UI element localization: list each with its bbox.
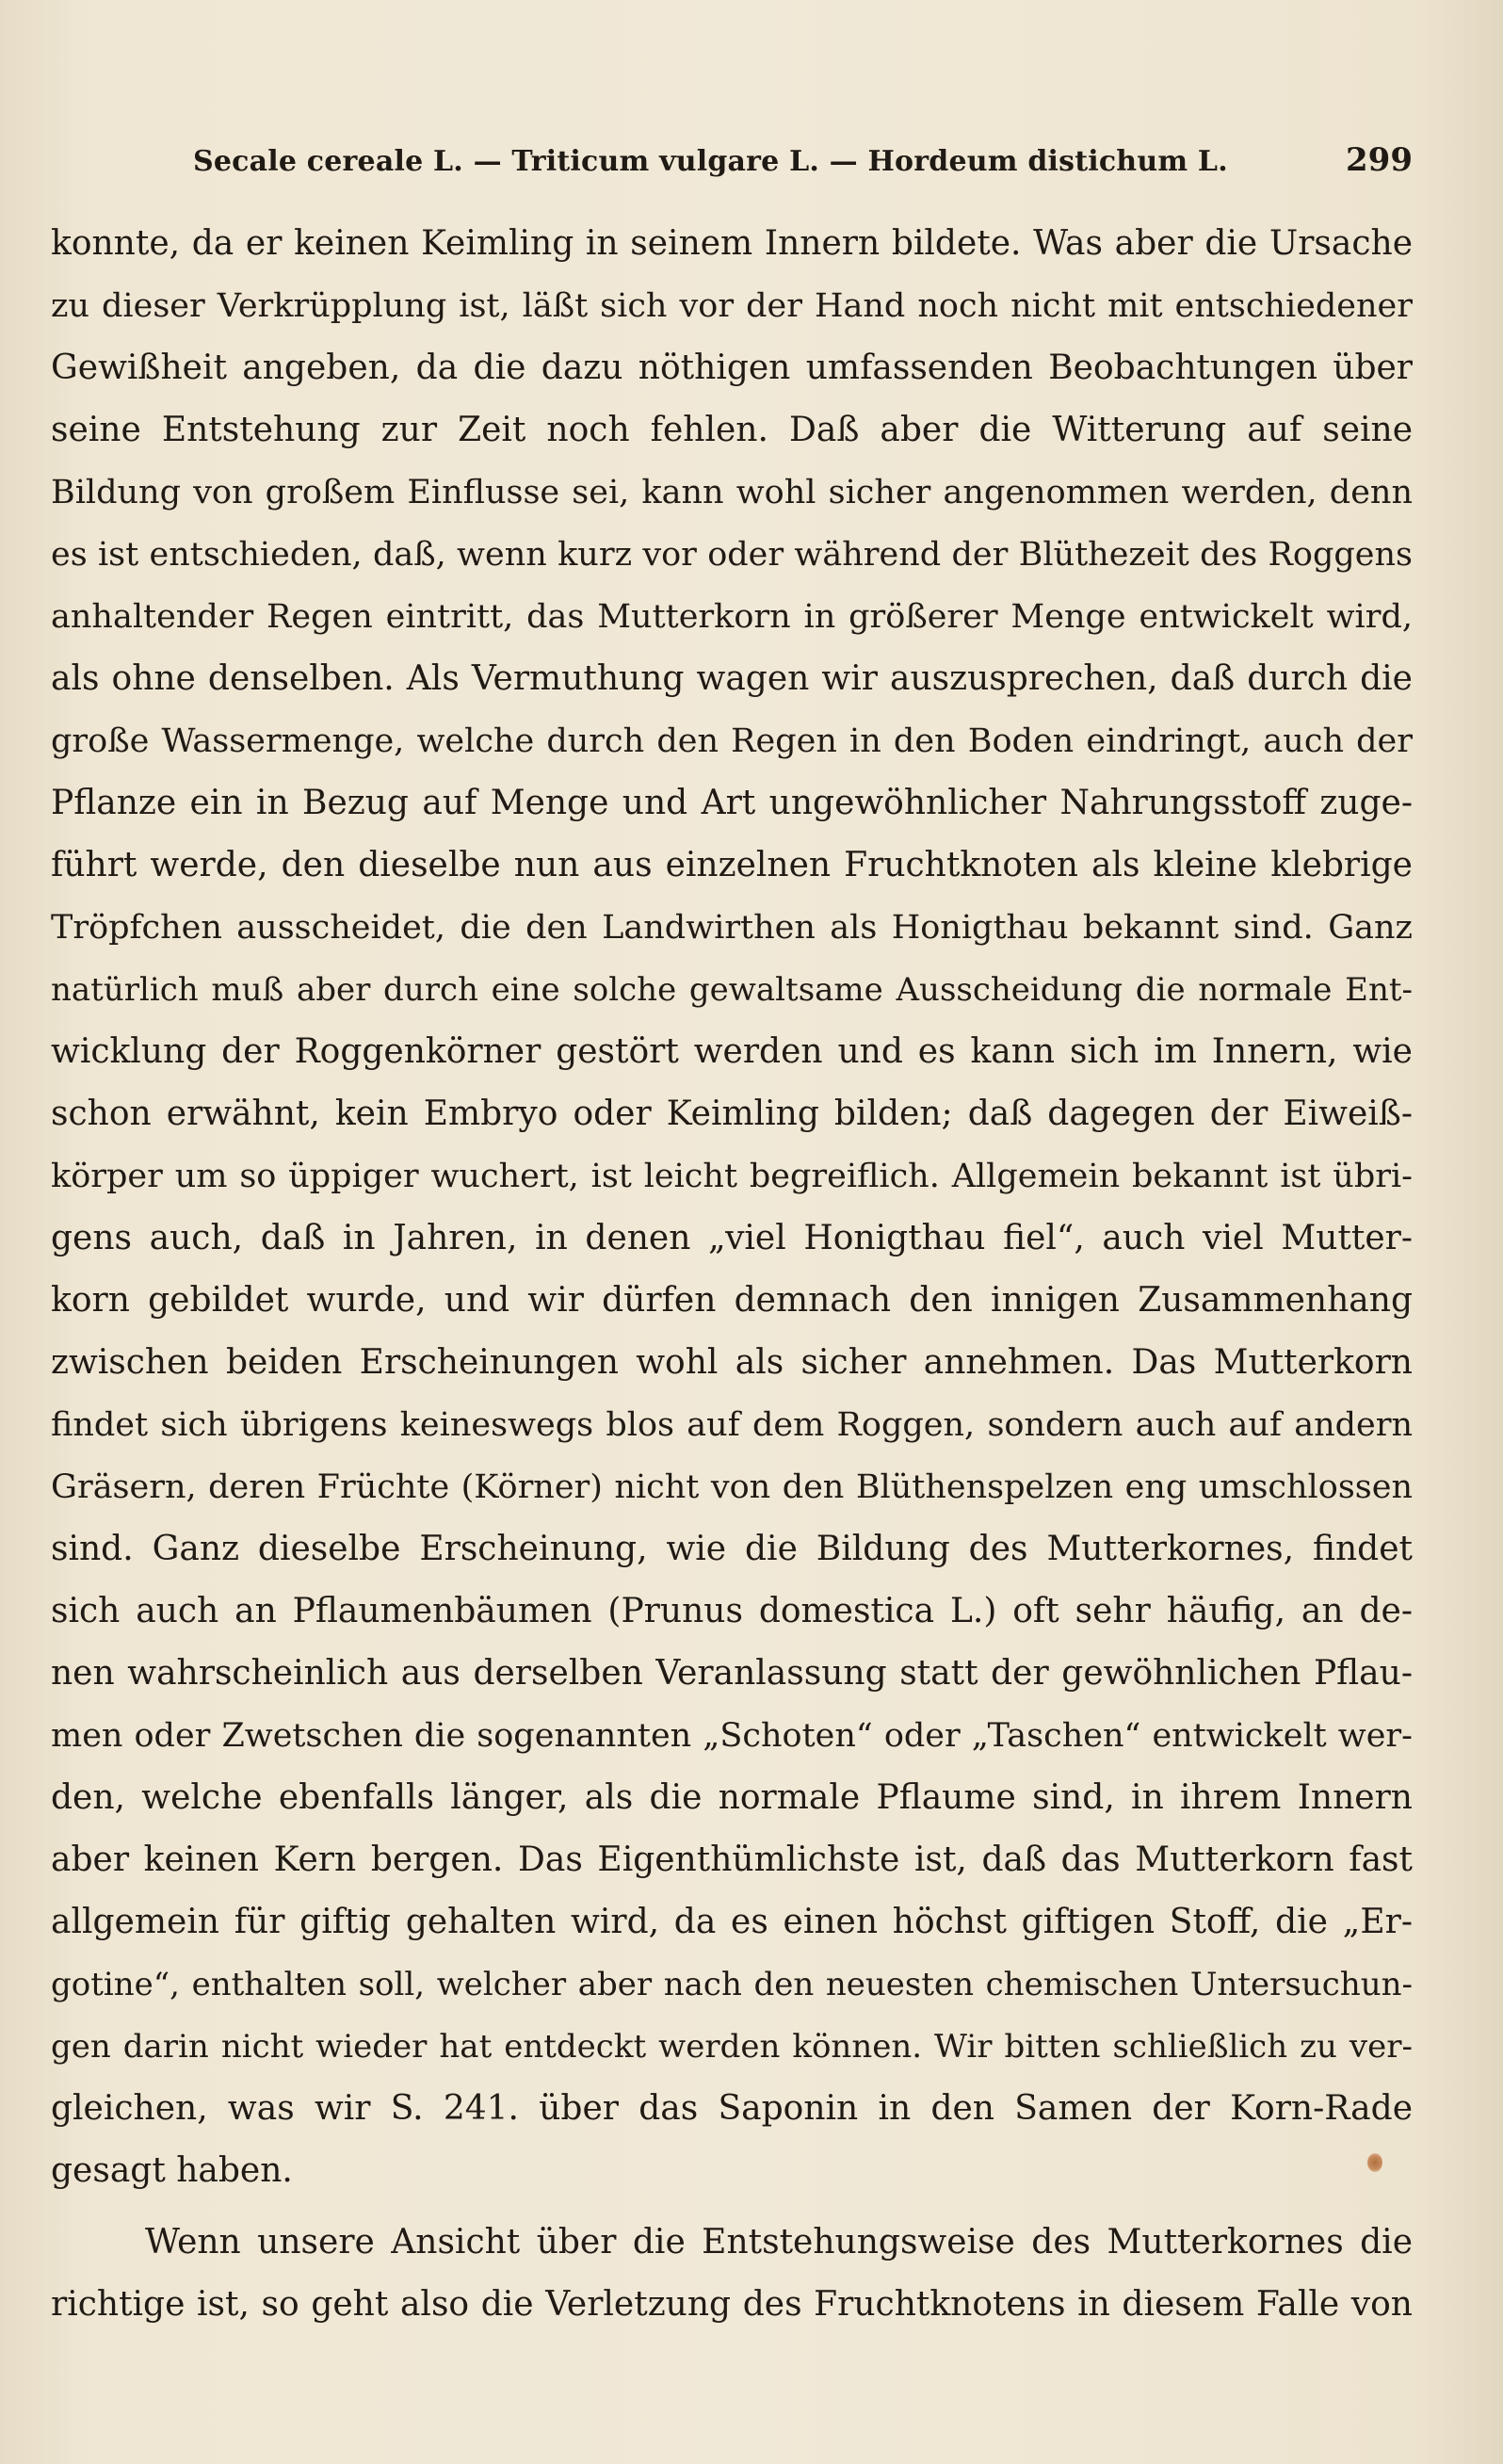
text-line: gleichen, was wir S. 241. über das Saponin in den Samen der Korn-Rade [51,2089,1413,2128]
text-line: Gewißheit angeben, da die dazu nöthigen umfassenden Beobachtungen über [51,349,1413,387]
paper-stain [1367,2153,1382,2172]
running-head [193,141,1413,188]
text-line: schon erwähnt, kein Embryo oder Keimling bilden; daß dagegen der Eiweiß- [51,1094,1413,1133]
text-line: konnte, da er keinen Keimling in seinem Innern bildete. Was aber die Ursache [51,224,1413,263]
paragraph-2 [51,2212,1413,2336]
text-line: gen darin nicht wieder hat entdeckt werden können. Wir bitten schließlich zu ver- [51,2028,1413,2066]
text-line: allgemein für giftig gehalten wird, da es einen höchst giftigen Stoff, die „Er- [51,1903,1413,1941]
text-line: sich auch an Pflaumenbäumen (Prunus domestica L.) oft sehr häufig, an de- [51,1592,1413,1630]
text-line: zu dieser Verkrüpplung ist, läßt sich vor der Hand noch nicht mit entschiedener [51,287,1413,325]
text-line: Bildung von großem Einflusse sei, kann wohl sicher angenommen werden, denn [51,474,1413,511]
text-line: natürlich muß aber durch eine solche gewaltsame Ausscheidung die normale Ent- [51,971,1413,1009]
text-line: nen wahrscheinlich aus derselben Veranlassung statt der gewöhnlichen Pflau- [51,1654,1413,1693]
text-line: gesagt haben. [51,2151,293,2190]
text-line: Tröpfchen ausscheidet, die den Landwirthen als Honigthau bekannt sind. Ganz [51,909,1413,947]
running-title: Secale cereale L. — Triticum vulgare L. — Hordeum distichum L. [193,145,1228,178]
paragraph-gap [51,2202,1413,2212]
text-line: sind. Ganz dieselbe Erscheinung, wie die Bildung des Mutterkornes, findet [51,1530,1413,1568]
text-line: gens auch, daß in Jahren, in denen „viel Honigthau fiel“, auch viel Mutter- [51,1219,1413,1257]
text-line: korn gebildet wurde, und wir dürfen demnach den innigen Zusammenhang [51,1281,1413,1320]
text-line: Wenn unsere Ansicht über die Entstehungsweise des Mutterkornes die [145,2223,1413,2261]
text-line: als ohne denselben. Als Vermuthung wagen wir auszusprechen, daß durch die [51,659,1413,698]
text-line: körper um so üppiger wuchert, ist leicht begreiflich. Allgemein bekannt ist übri- [51,1158,1413,1195]
text-line: Pflanze ein in Bezug auf Menge und Art ungewöhnlicher Nahrungsstoff zuge- [51,784,1413,822]
text-line: Gräsern, deren Früchte (Körner) nicht von den Blüthenspelzen eng umschlossen [51,1468,1413,1506]
text-line: findet sich übrigens keineswegs blos auf dem Roggen, sondern auch auf andern [51,1406,1413,1444]
text-line: anhaltender Regen eintritt, das Mutterkorn in größerer Menge entwickelt wird, [51,598,1413,636]
text-line: führt werde, den dieselbe nun aus einzelnen Fruchtknoten als kleine klebrige [51,846,1413,884]
text-line: es ist entschieden, daß, wenn kurz vor oder während der Blüthezeit des Roggens [51,536,1413,574]
body-text [51,213,1413,2336]
text-line: zwischen beiden Erscheinungen wohl als sicher annehmen. Das Mutterkorn [51,1343,1413,1382]
text-line: men oder Zwetschen die sogenannten „Schoten“ oder „Taschen“ entwickelt wer- [51,1717,1413,1755]
text-line: gotine“, enthalten soll, welcher aber nach den neuesten chemischen Untersuchun- [51,1966,1413,2003]
text-line: den, welche ebenfalls länger, als die normale Pflaume sind, in ihrem Innern [51,1778,1413,1817]
text-line: wicklung der Roggenkörner gestört werden und es kann sich im Innern, wie [51,1032,1413,1071]
page-number: 299 [1346,141,1413,179]
paragraph-1 [51,213,1413,2202]
text-line: seine Entstehung zur Zeit noch fehlen. Daß aber die Witterung auf seine [51,411,1413,449]
text-line: aber keinen Kern bergen. Das Eigenthümlichste ist, daß das Mutterkorn fast [51,1840,1413,1879]
text-line: richtige ist, so geht also die Verletzung des Fruchtknotens in diesem Falle von [51,2285,1413,2324]
text-line: große Wassermenge, welche durch den Regen in den Boden eindringt, auch der [51,722,1413,760]
